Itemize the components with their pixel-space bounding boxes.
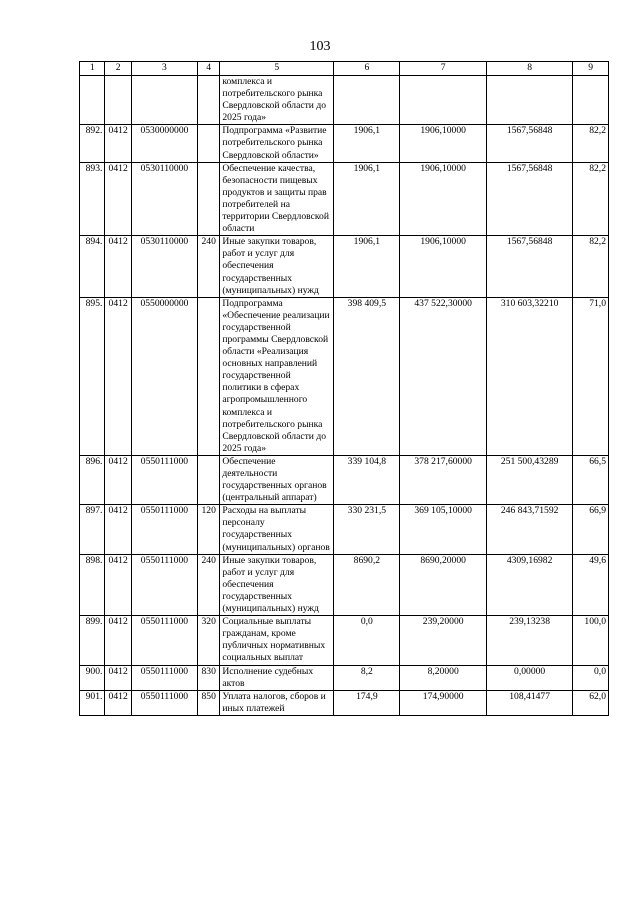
column-header: 5 [220,62,334,76]
executed-amount: 108,41477 [486,690,572,715]
executed-amount: 0,00000 [486,665,572,690]
table-row [80,665,609,690]
table-row [80,505,609,554]
expense-type-code: 120 [197,505,219,554]
row-number [80,76,105,125]
planned-amount: 1906,1 [334,162,400,236]
row-number: 901. [80,690,105,715]
execution-percent: 66,9 [573,505,609,554]
planned-amount: 174,9 [334,690,400,715]
executed-amount: 251 500,43289 [486,455,572,504]
table-row [80,616,609,665]
item-name: Иные закупки товаров, работ и услуг для обеспечения государственных (муниципальных) нужд [220,236,334,297]
section-code: 0412 [105,236,131,297]
refined-amount: 8,20000 [400,665,486,690]
execution-percent: 49,6 [573,554,609,615]
column-header: 4 [197,62,219,76]
refined-amount: 8690,20000 [400,554,486,615]
planned-amount: 1906,1 [334,236,400,297]
table-row [80,455,609,504]
row-number: 894. [80,236,105,297]
section-code: 0412 [105,505,131,554]
execution-percent: 62,0 [573,690,609,715]
expense-type-code: 830 [197,665,219,690]
row-number: 893. [80,162,105,236]
row-number: 892. [80,125,105,162]
expense-type-code [197,455,219,504]
page-number: 103 [309,39,331,54]
table-body [80,76,609,716]
execution-percent: 82,2 [573,125,609,162]
item-name: Социальные выплаты гражданам, кроме публичных нормативных социальных выплат [220,616,334,665]
expense-type-code: 320 [197,616,219,665]
section-code: 0412 [105,455,131,504]
column-header: 9 [573,62,609,76]
expense-type-code [197,162,219,236]
item-name: Исполнение судебных актов [220,665,334,690]
table-row [80,162,609,236]
item-name: Подпрограмма «Развитие потребительского рынка Свердловской области» [220,125,334,162]
column-header: 3 [131,62,197,76]
target-item-code: 0550111000 [131,455,197,504]
section-code: 0412 [105,616,131,665]
refined-amount: 1906,10000 [400,125,486,162]
expense-type-code: 240 [197,236,219,297]
execution-percent: 82,2 [573,162,609,236]
expense-type-code [197,297,219,455]
executed-amount: 246 843,71592 [486,505,572,554]
executed-amount: 239,13238 [486,616,572,665]
target-item-code: 0530110000 [131,162,197,236]
planned-amount: 0,0 [334,616,400,665]
target-item-code: 0550111000 [131,616,197,665]
column-header: 6 [334,62,400,76]
refined-amount [400,76,486,125]
budget-table [79,61,609,716]
section-code: 0412 [105,297,131,455]
item-name: Обеспечение деятельности государственных органов (центральный аппарат) [220,455,334,504]
refined-amount: 1906,10000 [400,162,486,236]
execution-percent: 100,0 [573,616,609,665]
row-number: 900. [80,665,105,690]
planned-amount: 8,2 [334,665,400,690]
table-row [80,690,609,715]
table-row [80,554,609,615]
target-item-code: 0530000000 [131,125,197,162]
planned-amount: 330 231,5 [334,505,400,554]
planned-amount: 1906,1 [334,125,400,162]
target-item-code: 0550111000 [131,690,197,715]
planned-amount: 8690,2 [334,554,400,615]
expense-type-code [197,76,219,125]
section-code: 0412 [105,554,131,615]
column-header: 8 [486,62,572,76]
refined-amount: 378 217,60000 [400,455,486,504]
table-row [80,236,609,297]
item-name: Подпрограмма «Обеспечение реализации государственной программы Свердловской области «Реализация основных направлений государственной политики в сферах агропромышленного комплекса и потребительского рынка Свердловской области до 2025 года» [220,297,334,455]
section-code: 0412 [105,125,131,162]
table-row [80,297,609,455]
target-item-code [131,76,197,125]
target-item-code: 0550000000 [131,297,197,455]
executed-amount: 1567,56848 [486,125,572,162]
execution-percent [573,76,609,125]
section-code [105,76,131,125]
refined-amount: 239,20000 [400,616,486,665]
execution-percent: 82,2 [573,236,609,297]
column-header: 1 [80,62,105,76]
column-header: 7 [400,62,486,76]
header-row [80,62,609,76]
execution-percent: 71,0 [573,297,609,455]
row-number: 899. [80,616,105,665]
table-row [80,125,609,162]
column-header: 2 [105,62,131,76]
planned-amount [334,76,400,125]
table-row [80,76,609,125]
expense-type-code [197,125,219,162]
row-number: 898. [80,554,105,615]
refined-amount: 369 105,10000 [400,505,486,554]
refined-amount: 1906,10000 [400,236,486,297]
item-name: Уплата налогов, сборов и иных платежей [220,690,334,715]
execution-percent: 0,0 [573,665,609,690]
item-name: Расходы на выплаты персоналу государственных (муниципальных) органов [220,505,334,554]
item-name: Иные закупки товаров, работ и услуг для обеспечения государственных (муниципальных) нужд [220,554,334,615]
executed-amount: 1567,56848 [486,236,572,297]
executed-amount: 1567,56848 [486,162,572,236]
item-name: комплекса и потребительского рынка Свердловской области до 2025 года» [220,76,334,125]
section-code: 0412 [105,162,131,236]
row-number: 895. [80,297,105,455]
target-item-code: 0550111000 [131,554,197,615]
section-code: 0412 [105,665,131,690]
item-name: Обеспечение качества, безопасности пищевых продуктов и защиты прав потребителей на территории Свердловской области [220,162,334,236]
execution-percent: 66,5 [573,455,609,504]
refined-amount: 437 522,30000 [400,297,486,455]
executed-amount [486,76,572,125]
executed-amount: 310 603,32210 [486,297,572,455]
refined-amount: 174,90000 [400,690,486,715]
target-item-code: 0530110000 [131,236,197,297]
target-item-code: 0550111000 [131,665,197,690]
executed-amount: 4309,16982 [486,554,572,615]
planned-amount: 398 409,5 [334,297,400,455]
row-number: 896. [80,455,105,504]
planned-amount: 339 104,8 [334,455,400,504]
section-code: 0412 [105,690,131,715]
target-item-code: 0550111000 [131,505,197,554]
expense-type-code: 850 [197,690,219,715]
expense-type-code: 240 [197,554,219,615]
row-number: 897. [80,505,105,554]
